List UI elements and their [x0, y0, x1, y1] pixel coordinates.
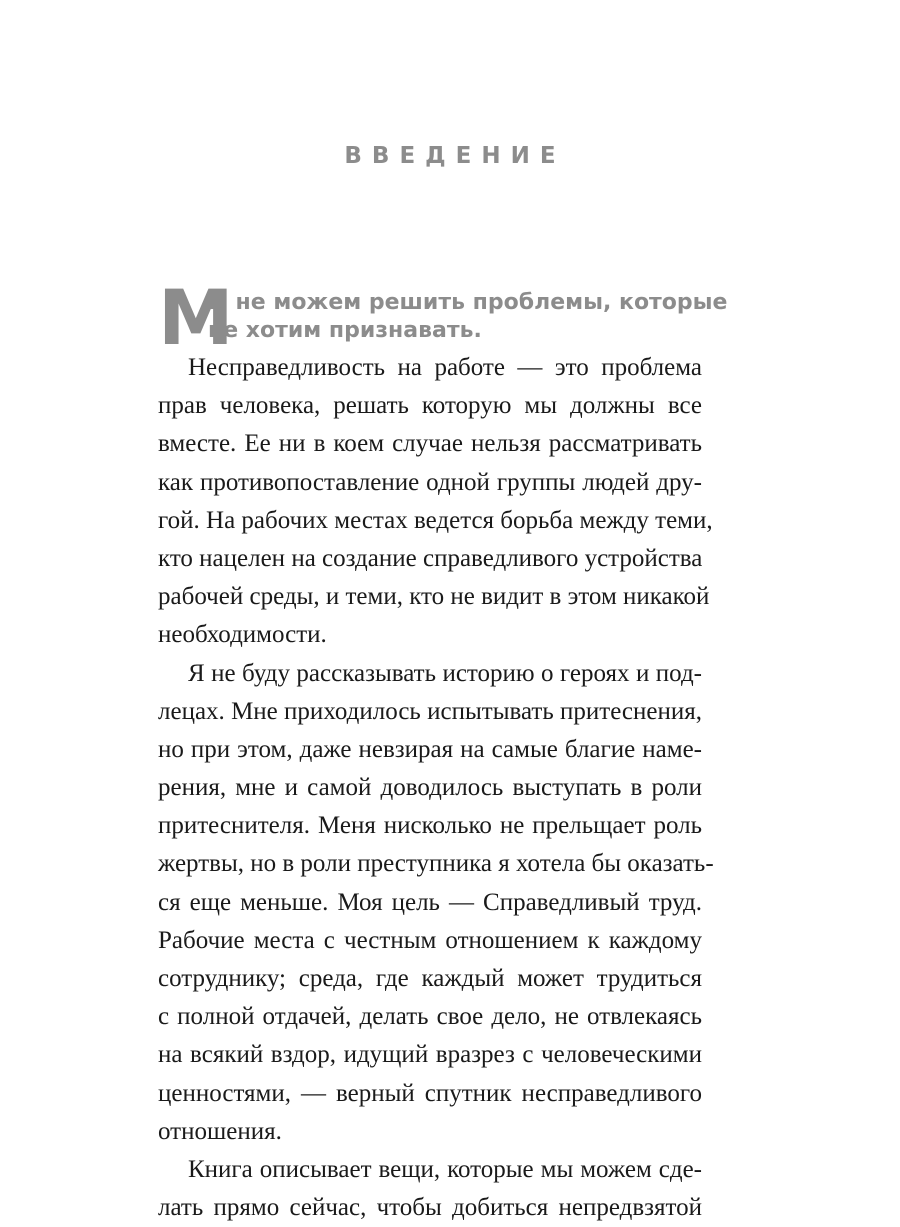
text-line: гой. На рабочих местах ведется борьба между теми, — [158, 506, 713, 534]
text-line: вместе. Ее ни в коем случае нельзя рассматривать — [158, 430, 702, 458]
text-line: прав человека, решать которую мы должны все — [158, 392, 702, 420]
text-line: Книга описывает вещи, которые мы можем сде- — [188, 1155, 702, 1183]
paragraph — [158, 655, 714, 1151]
lead-line: ы не можем решить проблемы, которые — [208, 290, 728, 315]
lead-paragraph — [158, 273, 728, 362]
text-line: Я не буду рассказывать историю о героях и под- — [188, 659, 702, 687]
text-line: лать прямо сейчас, чтобы добиться непредвзятой — [158, 1194, 702, 1222]
text-line: лецах. Мне приходилось испытывать притеснения, — [158, 697, 702, 725]
text-line: Несправедливость на работе — это проблема — [188, 354, 702, 381]
text-line: сотруднику; среда, где каждый может трудиться — [158, 965, 702, 992]
text-line: но при этом, даже невзирая на самые благие наме- — [158, 735, 702, 763]
chapter-title: ВВЕДЕНИЕ — [344, 143, 566, 169]
text-line: с полной отдачей, делать свое дело, не отвлекаясь — [158, 1003, 702, 1031]
text-line: отношения. — [158, 1117, 282, 1145]
text-line: кто нацелен на создание справедливого устройства — [158, 544, 703, 572]
paragraph — [158, 349, 713, 655]
lead-line: не хотим признавать. — [208, 318, 482, 343]
text-line: рения, мне и самой доводилось выступать в роли — [158, 774, 702, 802]
text-line: Рабочие места с честным отношением к каждому — [158, 926, 702, 954]
text-line: жертвы, но в роли преступника я хотела бы оказать- — [158, 850, 714, 878]
text-line: на всякий вздор, идущий вразрез с человеческими — [158, 1041, 702, 1069]
body-text — [158, 273, 728, 1227]
text-line: рабочей среды, и теми, кто не видит в этом никакой — [158, 583, 710, 611]
drop-cap: М — [158, 273, 232, 362]
text-line: ся еще меньше. Моя цель — Справедливый труд. — [158, 888, 702, 916]
text-line: как противопоставление одной группы людей дру- — [158, 468, 702, 496]
paragraph — [158, 1151, 702, 1227]
text-line: притеснителя. Меня нисколько не прельщает роль — [158, 812, 702, 840]
text-line: ценностями, — верный спутник несправедливого — [158, 1079, 702, 1107]
text-line: необходимости. — [158, 621, 327, 649]
